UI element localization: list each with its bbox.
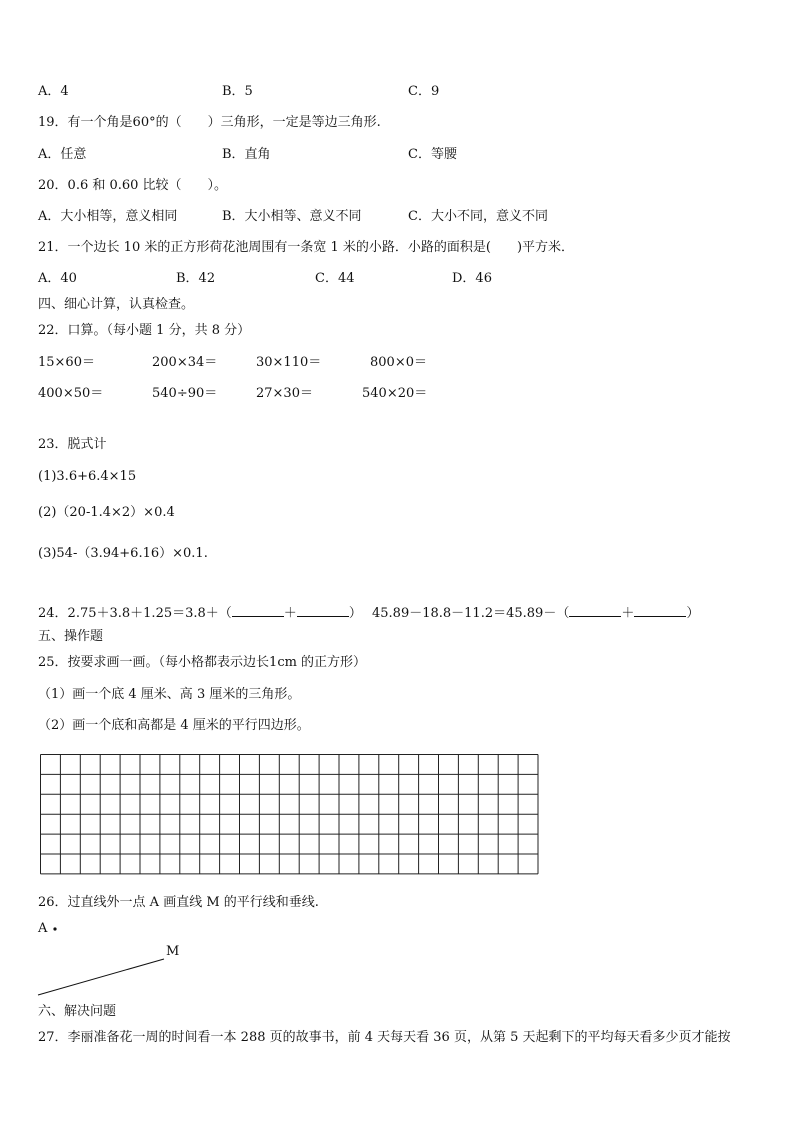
section-6-heading: 六、解决问题	[38, 1004, 117, 1019]
q20-option-b: B．大小相等、意义不同	[222, 209, 362, 224]
q22-item-7: 27×30＝	[256, 386, 313, 401]
q24-blank-1[interactable]	[232, 604, 284, 617]
q24-blank-4[interactable]	[634, 604, 686, 617]
q25-item-2: （2）画一个底和高都是 4 厘米的平行四边形。	[38, 718, 310, 733]
q23-item-1: (1)3.6+6.4×15	[38, 469, 137, 484]
q20-option-a: A．大小相等，意义相同	[38, 209, 178, 224]
q18-option-b: B．5	[222, 84, 253, 99]
q22-item-3: 30×110＝	[256, 355, 322, 370]
q22-item-8: 540×20＝	[362, 386, 428, 401]
q24-close-1: ）	[348, 606, 362, 621]
q22-item-5: 400×50＝	[38, 386, 104, 401]
q24-part2: 45.89－18.8－11.2＝45.89－（	[372, 606, 570, 621]
q21-option-c: C．44	[315, 271, 355, 286]
q24-blank-3[interactable]	[569, 604, 621, 617]
line-m	[38, 959, 164, 995]
q19-text: 19．有一个角是60°的（ ）三角形，一定是等边三角形.	[38, 115, 381, 130]
q24-plus-2: ＋	[621, 606, 635, 621]
q23-text: 23．脱式计	[38, 437, 107, 452]
q22-item-2: 200×34＝	[152, 355, 218, 370]
point-a-label: A	[38, 921, 48, 936]
q26-text: 26．过直线外一点 A 画直线 M 的平行线和垂线.	[38, 895, 319, 910]
q19-option-b: B．直角	[222, 147, 271, 162]
q19-option-c: C．等腰	[408, 147, 457, 162]
q22-text: 22．口算。（每小题 1 分，共 8 分）	[38, 323, 251, 338]
q24-blank-2[interactable]	[297, 604, 349, 617]
q24-part1: 24．2.75＋3.8＋1.25＝3.8＋（	[38, 606, 232, 621]
q22-item-6: 540÷90＝	[152, 386, 218, 401]
q21-option-d: D．46	[452, 271, 492, 286]
q24-plus-1: ＋	[283, 606, 297, 621]
q24-equation-1	[38, 604, 362, 622]
q21-text: 21．一个边长 10 米的正方形荷花池周围有一条宽 1 米的小路．小路的面积是( )平方米．	[38, 240, 575, 255]
q24-close-2: ）	[686, 606, 700, 621]
q23-item-2: (2)（20-1.4×2）×0.4	[38, 505, 175, 520]
q18-option-a: A．4	[38, 84, 69, 99]
q21-option-b: B．42	[176, 271, 216, 286]
q23-item-3: (3)54-（3.94+6.16）×0.1.	[38, 546, 208, 561]
section-5-heading: 五、操作题	[38, 629, 104, 644]
q22-item-4: 800×0＝	[370, 355, 427, 370]
line-m-label: M	[166, 944, 180, 959]
q20-text: 20．0.6 和 0.60 比较（ ）。	[38, 178, 228, 193]
q24-equation-2	[372, 604, 699, 622]
section-4-heading: 四、细心计算，认真检查。	[38, 297, 195, 312]
drawing-grid[interactable]	[40, 754, 540, 876]
q18-option-c: C．9	[408, 84, 440, 99]
q25-item-1: （1）画一个底 4 厘米、高 3 厘米的三角形。	[38, 687, 301, 702]
q25-text: 25．按要求画一画。（每小格都表示边长1cm 的正方形）	[38, 655, 367, 670]
point-a-dot	[53, 927, 56, 930]
q19-option-a: A．任意	[38, 147, 87, 162]
q20-option-c: C．大小不同，意义不同	[408, 209, 548, 224]
q22-item-1: 15×60＝	[38, 355, 95, 370]
q21-option-a: A．40	[38, 271, 77, 286]
q27-text: 27．李丽准备花一周的时间看一本 288 页的故事书，前 4 天每天看 36 页，从第 5 天起剩下的平均每天看多少页才能按	[38, 1030, 731, 1045]
